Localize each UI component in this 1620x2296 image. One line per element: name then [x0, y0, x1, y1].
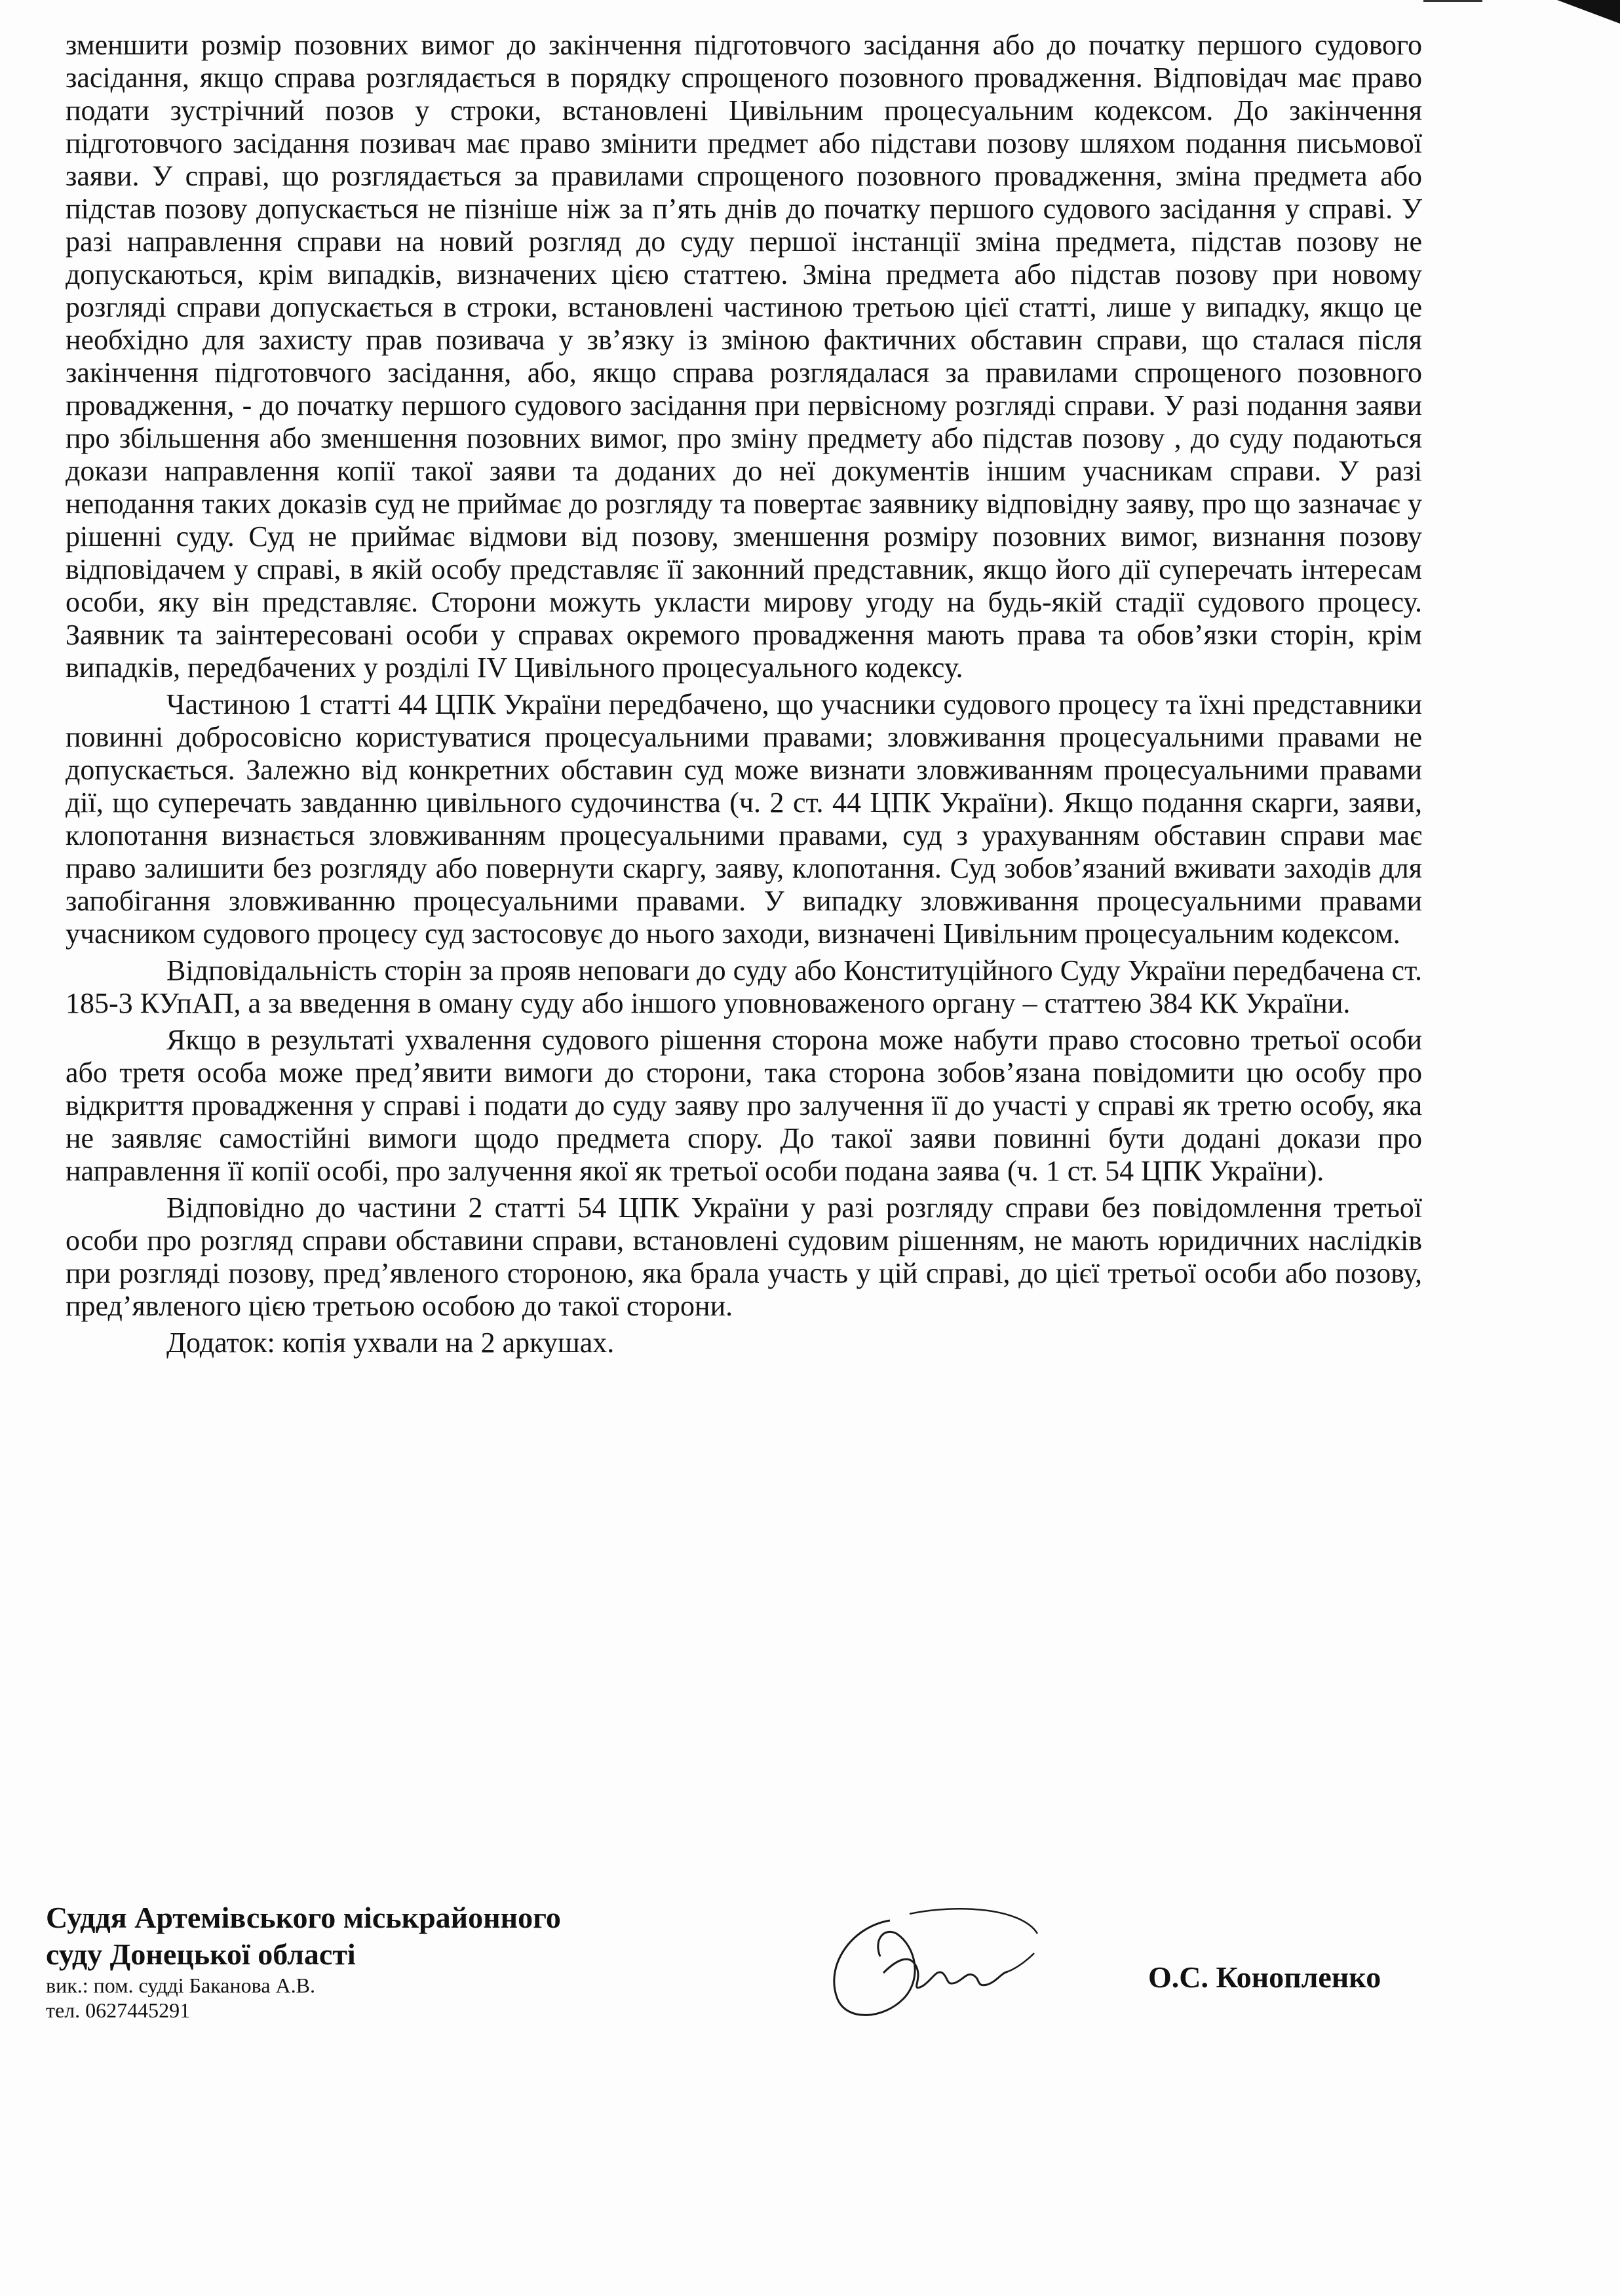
judge-name: О.С. Конопленко — [1148, 1960, 1381, 1994]
judge-title-line-1: Суддя Артемівського міськрайонного — [46, 1901, 561, 1934]
paragraph-1: зменшити розмір позовних вимог до закінчення підготовчого засідання або до початку першого судового засідання, якщо справа розглядається в порядку спрощеного позовного провадження. Відповідач має право подати зустрічний позов у строки, встановлені Цивільним процесуальним кодексом. До закінчення підготовчого засідання позивач має право змінити предмет або підстави позову шляхом подання письмової заяви. У справі, що розглядається за правилами спрощеного позовного провадження, зміна предмета або підстав позову допускається не пізніше ніж за п’ять днів до початку першого судового засідання у справі. У разі направлення справи на новий розгляд до суду першої інстанції зміна предмета, підстав позову не допускаються, крім випадків, визначених цією статтею. Зміна предмета або підстав позову при новому розгляді справи допускається в строки, встановлені частиною третьою цієї статті, лише у випадку, якщо це необхідно для захисту прав позивача у зв’язку із зміною фактичних обставин справи, що сталася після закінчення підготовчого засідання, або, якщо справа розглядалася за правилами спрощеного позовного провадження, - до початку першого судового засідання при первісному розгляді справи. У разі подання заяви про збільшення або зменшення позовних вимог, про зміну предмету або підстав позову , до суду подаються докази направлення копії такої заяви та доданих до неї документів іншим учасникам справи. У разі неподання таких доказів суд не приймає до розгляду та повертає заявнику відповідну заяву, про що зазначає у рішенні суду. Суд не приймає відмови від позову, зменшення розміру позовних вимог, визнання позову відповідачем у справі, в якій особу представляє її законний представник, якщо його дії суперечать інтересам особи, яку він представляє. Сторони можуть укласти мирову угоду на будь-якій стадії судового процесу. Заявник та заінтересовані особи у справах окремого провадження мають права та обов’язки сторін, крім випадків, передбачених у розділі IV Цивільного процесуального кодексу. — [66, 29, 1422, 684]
paragraph-5: Відповідно до частини 2 статті 54 ЦПК України у разі розгляду справи без повідомлення третьої особи про розгляд справи обставини справи, встановлені судовим рішенням, не мають юридичних наслідків при розгляді позову, пред’явленого стороною, яка брала участь у цій справі, до цієї третьої особи або позову, пред’явленого цією третьою особою до такої сторони. — [66, 1192, 1422, 1322]
signature-block — [46, 1899, 561, 2023]
paragraph-4: Якщо в результаті ухвалення судового рішення сторона може набути право стосовно третьої особи або третя особа може пред’явити вимоги до сторони, така сторона зобов’язана повідомити цю особу про відкриття провадження у справі і подати до суду заяву про залучення її до участі у справі як третю особу, яка не заявляє самостійні вимоги щодо предмета спору. До такої заяви повинні бути додані докази про направлення її копії особі, про залучення якої як третьої особи подана заява (ч. 1 ст. 54 ЦПК України). — [66, 1024, 1422, 1187]
scan-corner-mark — [1557, 0, 1620, 24]
paragraph-3: Відповідальність сторін за прояв неповаги до суду або Конституційного Суду України передбачена ст. 185-3 КУпАП, а за введення в оману суду або іншого уповноваженого органу – статтею 384 КК України. — [66, 954, 1422, 1019]
scan-edge-line — [1423, 0, 1482, 2]
document-body — [66, 29, 1422, 1359]
executor-note: вик.: пом. судді Баканова А.В. — [46, 1974, 315, 1997]
paragraph-2: Частиною 1 статті 44 ЦПК України передбачено, що учасники судового процесу та їхні представники повинні добросовісно користуватися процесуальними правами; зловживання процесуальними правами не допускається. Залежно від конкретних обставин суд може визнати зловживанням процесуальними правами дії, що суперечать завданню цивільного судочинства (ч. 2 ст. 44 ЦПК України). Якщо подання скарги, заяви, клопотання визнається зловживанням процесуальними правами, суд з урахуванням обставин справи має право залишити без розгляду або повернути скаргу, заяву, клопотання. Суд зобов’язаний вживати заходів для запобігання зловживанню процесуальними правами. У випадку зловживання процесуальними правами учасником судового процесу суд застосовує до нього заходи, визначені Цивільним процесуальним кодексом. — [66, 688, 1422, 950]
judge-title-line-2: суду Донецької області — [46, 1937, 356, 1971]
handwritten-signature — [811, 1894, 1047, 2032]
attachment-note: Додаток: копія ухвали на 2 аркушах. — [166, 1327, 615, 1359]
phone-number: тел. 0627445291 — [46, 1998, 191, 2022]
